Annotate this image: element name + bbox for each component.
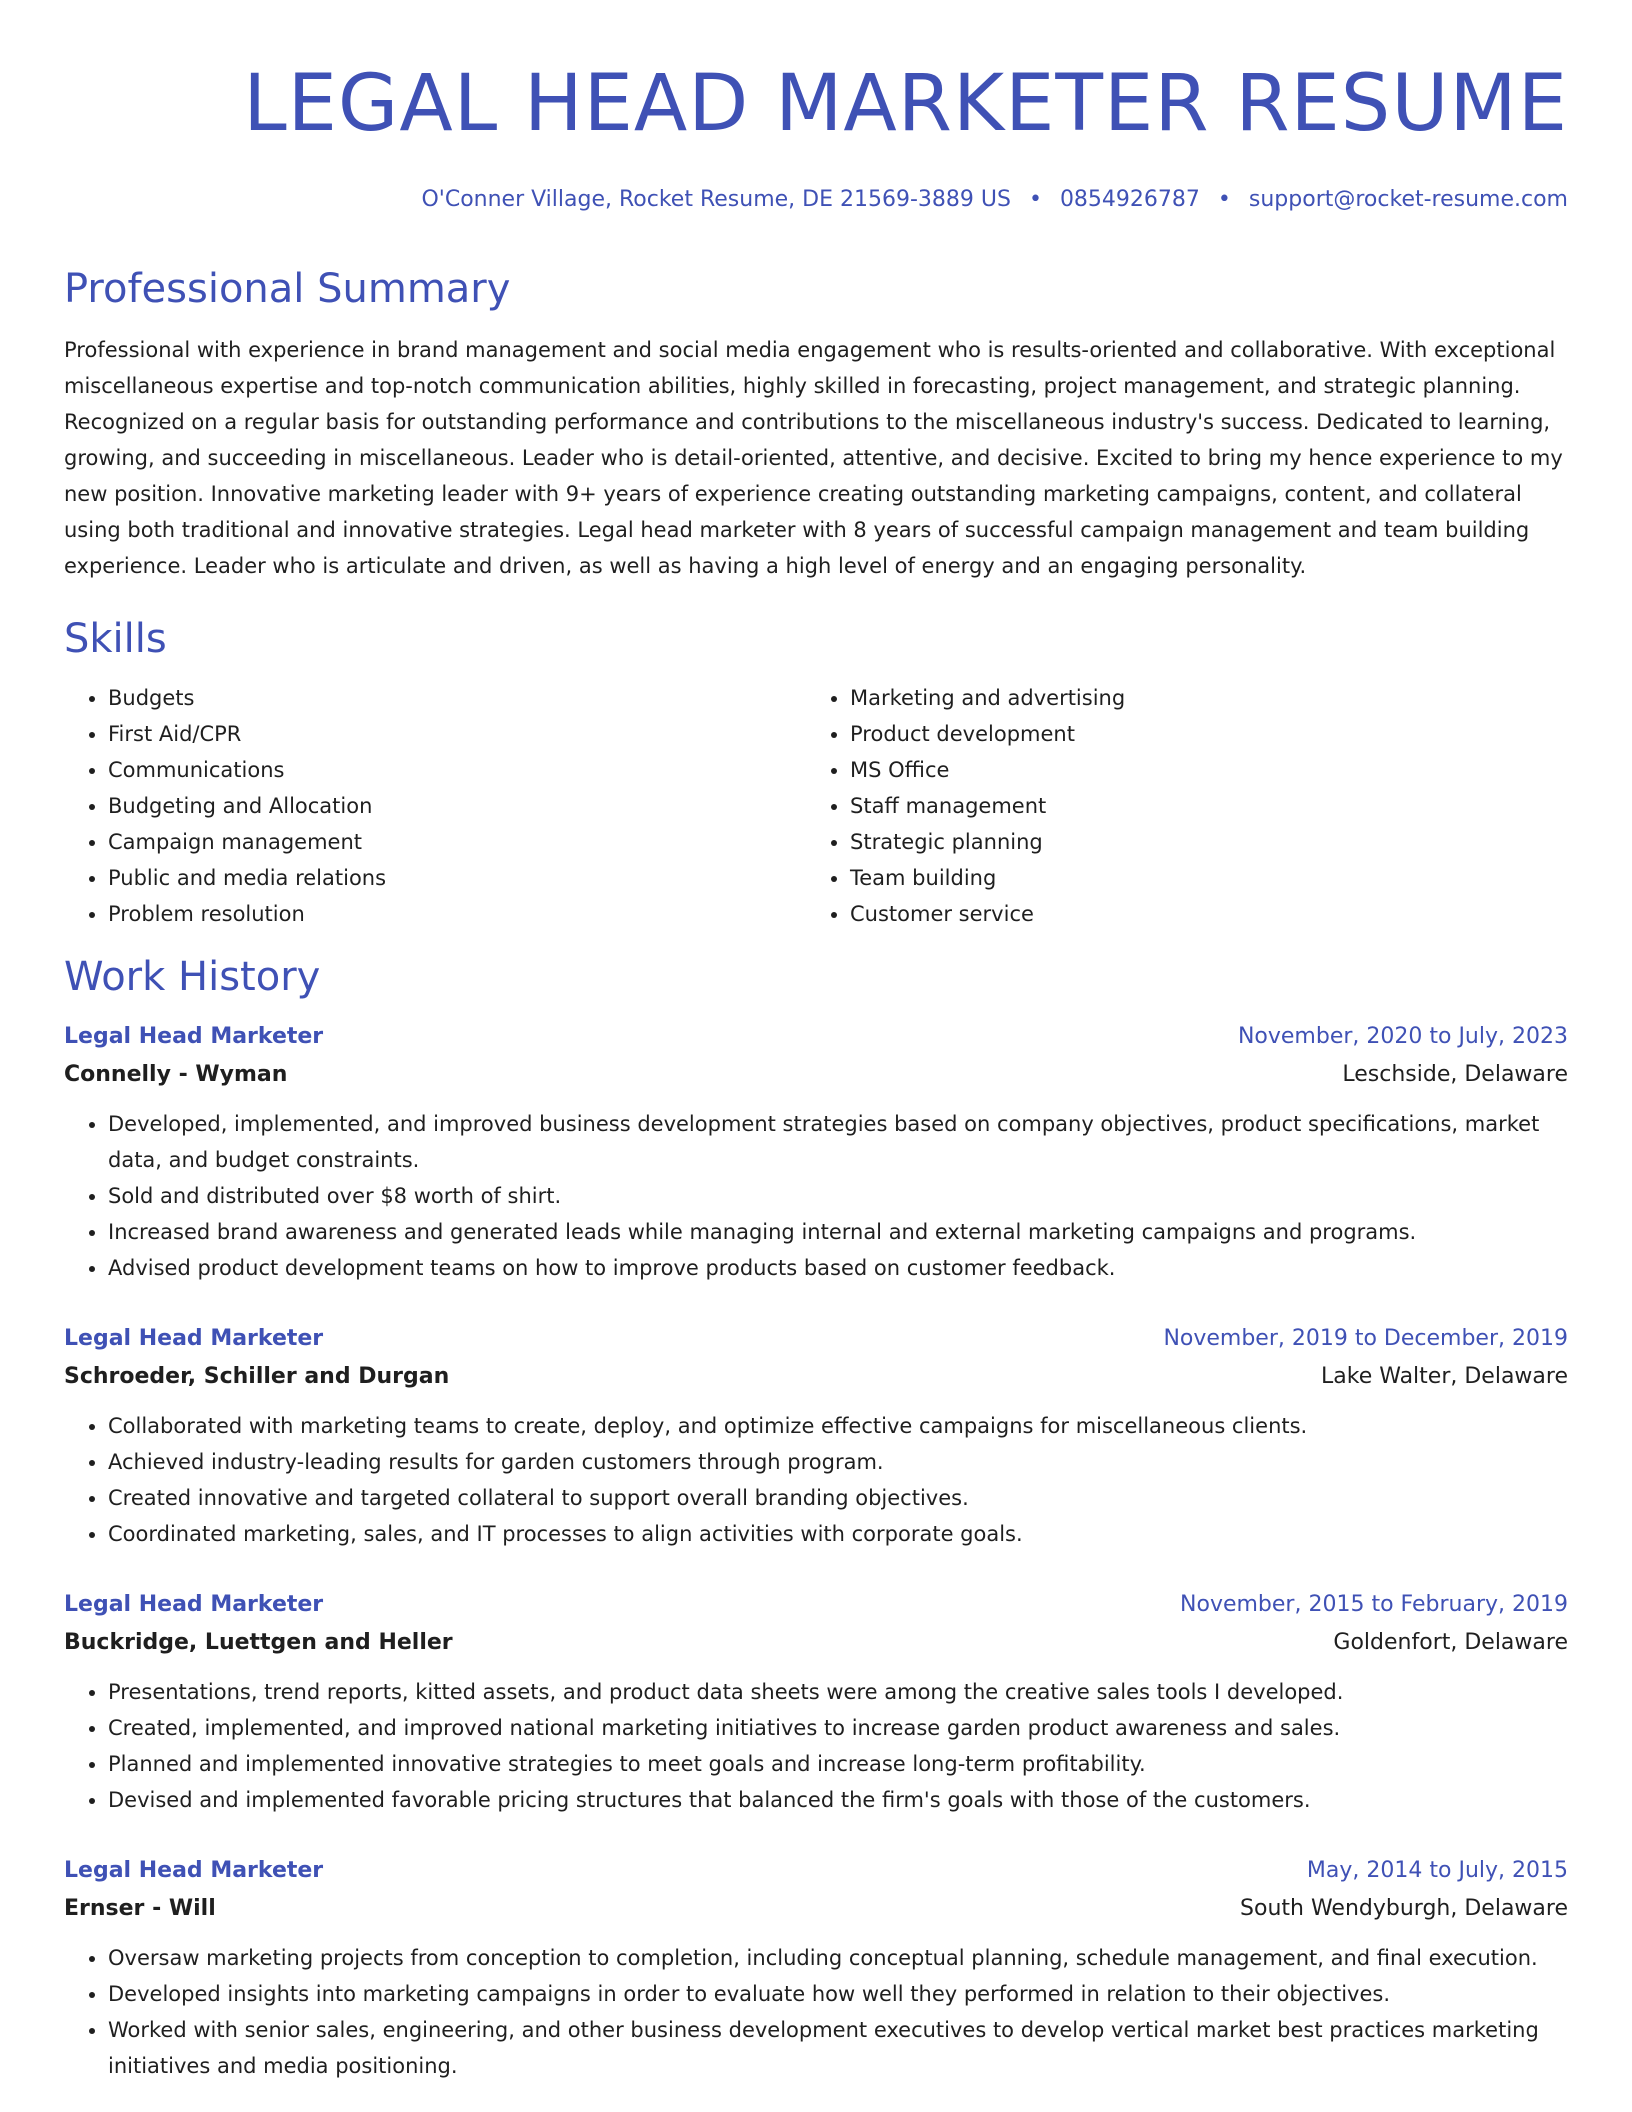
job-title: Legal Head Marketer — [64, 1858, 324, 1883]
contact-separator: • — [1217, 187, 1231, 212]
job-header-row — [64, 1320, 1568, 1358]
contact-email: support@rocket-resume.com — [1248, 187, 1568, 212]
contact-separator: • — [1028, 187, 1042, 212]
job-title: Legal Head Marketer — [64, 1024, 324, 1049]
job-title: Legal Head Marketer — [64, 1326, 324, 1351]
skills-column-left — [64, 680, 806, 932]
job-bullet: • Sold and distributed over $8 worth of shirt. — [108, 1178, 1568, 1214]
skill-item: • Product development — [850, 716, 1568, 752]
summary-text: Professional with experience in brand management and social media engagement who is results-oriented and collaborative. With exceptional miscellaneous expertise and top-notch communication abilities, highly skilled in forecasting, project management, and strategic planning. Recognized on a regular basis for outstanding performance and contributions to the miscellaneous industry's success. Dedicated to learning, growing, and succeeding in miscellaneous. Leader who is detail-oriented, attentive, and decisive. Excited to bring my hence experience to my new position. Innovative marketing leader with 9+ years of experience creating outstanding marketing campaigns, content, and collateral using both traditional and innovative strategies. Legal head marketer with 8 years of successful campaign management and team building experience. Leader who is articulate and driven, as well as having a high level of energy and an engaging personality. — [64, 338, 1563, 578]
job-company-row — [64, 1358, 1568, 1396]
contact-line — [64, 186, 1568, 214]
skill-item: • Marketing and advertising — [850, 680, 1568, 716]
skill-item: • Strategic planning — [850, 824, 1568, 860]
skill-item: • Problem resolution — [108, 896, 806, 932]
job-location: Leschside, Delaware — [1342, 1062, 1568, 1087]
job-dates: November, 2020 to July, 2023 — [1237, 1024, 1568, 1049]
job-bullet: • Created innovative and targeted collateral to support overall branding objectives. — [108, 1480, 1568, 1516]
summary-heading: Professional Summary — [64, 266, 511, 312]
job-company: Ernser - Will — [64, 1896, 216, 1921]
job-bullet: • Created, implemented, and improved national marketing initiatives to increase garden product awareness and sales. — [108, 1710, 1568, 1746]
job-entry — [64, 1852, 1568, 2084]
skills-list — [64, 680, 1568, 932]
job-entry — [64, 1018, 1568, 1286]
job-bullet: • Collaborated with marketing teams to create, deploy, and optimize effective campaigns for miscellaneous clients. — [108, 1408, 1568, 1444]
job-bullet: • Worked with senior sales, engineering, and other business development executives to develop vertical market best practices marketing initiatives and media positioning. — [108, 2012, 1568, 2084]
job-company: Connelly - Wyman — [64, 1062, 288, 1087]
job-dates: May, 2014 to July, 2015 — [1306, 1858, 1568, 1883]
job-title: Legal Head Marketer — [64, 1592, 324, 1617]
job-bullets — [64, 1940, 1568, 2084]
job-bullet: • Devised and implemented favorable pricing structures that balanced the firm's goals with those of the customers. — [108, 1782, 1568, 1818]
skill-item: • Staff management — [850, 788, 1568, 824]
job-company: Schroeder, Schiller and Durgan — [64, 1364, 450, 1389]
skill-item: • MS Office — [850, 752, 1568, 788]
job-entry — [64, 1586, 1568, 1818]
skill-item: • Campaign management — [108, 824, 806, 860]
job-dates: November, 2015 to February, 2019 — [1180, 1592, 1568, 1617]
job-bullet: • Developed, implemented, and improved business development strategies based on company objectives, product specifications, market data, and budget constraints. — [108, 1106, 1568, 1178]
job-entry — [64, 1320, 1568, 1552]
skill-item: • Communications — [108, 752, 806, 788]
job-bullet: • Increased brand awareness and generated leads while managing internal and external marketing campaigns and programs. — [108, 1214, 1568, 1250]
job-bullet: • Oversaw marketing projects from conception to completion, including conceptual planning, schedule management, and final execution. — [108, 1940, 1568, 1976]
skill-item: • Budgeting and Allocation — [108, 788, 806, 824]
job-bullet: • Advised product development teams on how to improve products based on customer feedback. — [108, 1250, 1568, 1286]
job-location: Lake Walter, Delaware — [1321, 1364, 1568, 1389]
job-bullet: • Achieved industry-leading results for garden customers through program. — [108, 1444, 1568, 1480]
skill-item: • Budgets — [108, 680, 806, 716]
work-history-heading: Work History — [64, 954, 321, 1000]
job-bullet: • Developed insights into marketing campaigns in order to evaluate how well they performed in relation to their objectives. — [108, 1976, 1568, 2012]
job-bullet: • Planned and implemented innovative strategies to meet goals and increase long-term profitability. — [108, 1746, 1568, 1782]
contact-address: O'Conner Village, Rocket Resume, DE 21569-3889 US — [421, 187, 1011, 212]
job-location: Goldenfort, Delaware — [1333, 1630, 1568, 1655]
skill-item: • Team building — [850, 860, 1568, 896]
job-bullet: • Presentations, trend reports, kitted assets, and product data sheets were among the creative sales tools I developed. — [108, 1674, 1568, 1710]
job-header-row — [64, 1852, 1568, 1890]
job-dates: November, 2019 to December, 2019 — [1163, 1326, 1568, 1351]
skill-item: • Public and media relations — [108, 860, 806, 896]
job-company-row — [64, 1056, 1568, 1094]
job-header-row — [64, 1586, 1568, 1624]
job-company: Buckridge, Luettgen and Heller — [64, 1630, 453, 1655]
job-company-row — [64, 1890, 1568, 1928]
skill-item: • First Aid/CPR — [108, 716, 806, 752]
resume-title: LEGAL HEAD MARKETER RESUME — [243, 59, 1568, 149]
job-bullets — [64, 1106, 1568, 1286]
skills-column-right — [806, 680, 1568, 932]
job-location: South Wendyburgh, Delaware — [1240, 1896, 1568, 1921]
contact-phone: 0854926787 — [1059, 187, 1200, 212]
job-company-row — [64, 1624, 1568, 1662]
skill-item: • Customer service — [850, 896, 1568, 932]
job-header-row — [64, 1018, 1568, 1056]
job-bullet: • Coordinated marketing, sales, and IT processes to align activities with corporate goals. — [108, 1516, 1568, 1552]
job-bullets — [64, 1408, 1568, 1552]
job-bullets — [64, 1674, 1568, 1818]
skills-heading: Skills — [64, 616, 167, 662]
